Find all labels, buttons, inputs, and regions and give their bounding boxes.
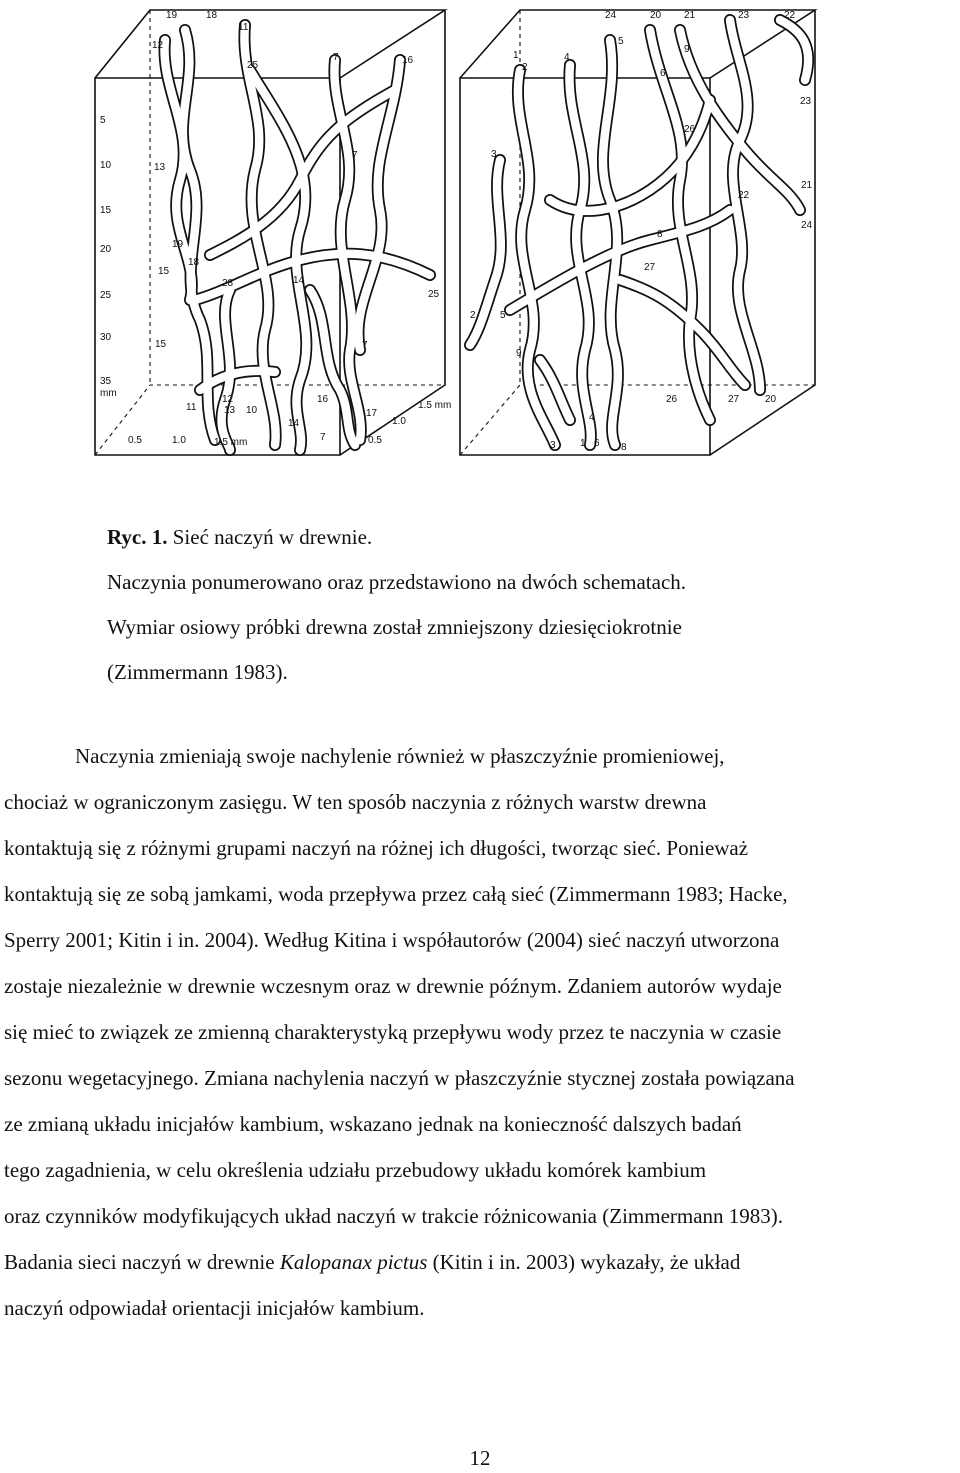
left-side-label: 5: [100, 115, 106, 126]
left-axis-label: 0.5: [128, 435, 142, 446]
left-side-label: 15: [100, 205, 112, 216]
species-name: Kalopanax pictus: [279, 1250, 428, 1274]
right-top-label: 5: [618, 36, 624, 47]
caption-line: Naczynia ponumerowano oraz przedstawiono na dwóch schematach.: [107, 570, 687, 594]
page-number: 12: [469, 1446, 491, 1470]
paragraph-line: ze zmianą układu inicjałów kambium, wskazano jednak na konieczność dalszych badań: [4, 1112, 742, 1136]
right-inner-label: 21: [801, 180, 813, 191]
right-top-label: 4: [564, 52, 570, 63]
paragraph-line: tego zagadnienia, w celu określenia udziału przebudowy układu komórek kambium: [4, 1158, 707, 1182]
paragraph-line: zostaje niezależnie w drewnie wczesnym oraz w drewnie późnym. Zdaniem autorów wydaje: [4, 974, 782, 998]
body-paragraph: [4, 733, 956, 1331]
paragraph-line: chociaż w ograniczonym zasięgu. W ten sposób naczynia z różnych warstw drewna: [4, 790, 707, 814]
right-bottom-label: 8: [621, 442, 627, 453]
figure-caption: [107, 515, 907, 695]
left-bottom-label: 14: [288, 418, 300, 429]
right-inner-label: 8: [657, 229, 663, 240]
paragraph-line: naczyń odpowiadał orientacji inicjałów kambium.: [4, 1296, 425, 1320]
right-inner-label: 22: [738, 190, 750, 201]
left-top-label: 7: [333, 52, 339, 63]
right-inner-label: 5: [500, 310, 506, 321]
right-top-label: 2: [522, 62, 528, 73]
paragraph-line: kontaktują się ze sobą jamkami, woda przepływa przez całą sieć (Zimmermann 1983; Hacke,: [4, 882, 788, 906]
left-vessel-network: [165, 25, 430, 450]
left-inner-label: 15: [158, 266, 170, 277]
caption-title-line: [107, 515, 907, 560]
paragraph-line: Naczynia zmieniają swoje nachylenie również w płaszczyźnie promieniowej,: [75, 744, 725, 768]
right-inner-label: 24: [801, 220, 813, 231]
left-inner-label: 13: [154, 162, 166, 173]
left-top-label: 12: [152, 40, 164, 51]
paragraph-line: oraz czynników modyfikujących układ naczyń w trakcie różnicowania (Zimmermann 1983).: [4, 1204, 784, 1228]
left-side-label: 10: [100, 160, 112, 171]
right-top-label: 6: [660, 68, 666, 79]
right-bottom-label: 1: [580, 438, 586, 449]
right-top-label: 9: [684, 44, 690, 55]
right-inner-label: 2: [470, 310, 476, 321]
left-side-label: 35: [100, 376, 112, 387]
left-top-label: 25: [247, 60, 259, 71]
right-top-label: 22: [784, 10, 796, 21]
left-top-label: 11: [238, 22, 249, 33]
left-top-label: 7: [352, 150, 358, 161]
left-side-label: 30: [100, 332, 112, 343]
right-inner-label: 9: [516, 348, 522, 359]
line-text: Badania sieci naczyń w drewnie: [4, 1250, 280, 1274]
left-inner-label: 19: [172, 239, 184, 250]
right-bottom-label: 20: [765, 394, 777, 405]
vessel-network-figure: [0, 0, 960, 470]
right-top-label: 20: [650, 10, 662, 21]
caption-label: Ryc. 1.: [107, 525, 168, 549]
paragraph-line: [4, 1239, 956, 1285]
left-axis-label: 0.5: [368, 435, 382, 446]
left-inner-label: 15: [155, 339, 167, 350]
right-bottom-label: 27: [728, 394, 740, 405]
right-top-label: 23: [738, 10, 750, 21]
left-inner-label: 18: [188, 257, 200, 268]
right-inner-label: 26: [684, 124, 696, 135]
right-top-label: 23: [800, 96, 812, 107]
line-text: (Kitin i in. 2003) wykazały, że układ: [427, 1250, 741, 1274]
left-bottom-label: 16: [317, 394, 329, 405]
left-bottom-label: 12: [222, 394, 234, 405]
left-inner-label: 25: [428, 289, 440, 300]
paragraph-line: Sperry 2001; Kitin i in. 2004). Według Kitina i współautorów (2004) sieć naczyń utworzona: [4, 928, 780, 952]
left-inner-label: 28: [222, 278, 234, 289]
left-bottom-label: 13: [224, 405, 236, 416]
paragraph-line: kontaktują się z różnymi grupami naczyń na różnej ich długości, tworząc sieć. Ponieważ: [4, 836, 749, 860]
left-bottom-label: 7: [320, 432, 326, 443]
right-bottom-label: 4: [589, 412, 595, 423]
left-top-label: 18: [206, 10, 218, 21]
right-bottom-label: 26: [666, 394, 678, 405]
right-top-label: 24: [605, 10, 617, 21]
caption-line: Wymiar osiowy próbki drewna został zmniejszony dziesięciokrotnie: [107, 615, 682, 639]
left-bottom-label: 17: [366, 408, 378, 419]
right-inner-label: 27: [644, 262, 656, 273]
left-side-label: 25: [100, 290, 112, 301]
caption-title: Sieć naczyń w drewnie.: [172, 525, 373, 549]
left-top-label: 16: [402, 55, 414, 66]
left-axis-label: 1.5 mm: [214, 437, 248, 448]
left-side-label: mm: [100, 388, 117, 399]
right-top-label: 21: [684, 10, 696, 21]
right-top-label: 1: [513, 50, 519, 61]
left-inner-label: 7: [362, 340, 368, 351]
right-inner-label: 3: [491, 149, 497, 160]
left-axis-label: 1.0: [172, 435, 186, 446]
left-top-label: 19: [166, 10, 178, 21]
paragraph-line: sezonu wegetacyjnego. Zmiana nachylenia naczyń w płaszczyźnie stycznej została powiązana: [4, 1066, 795, 1090]
paragraph-line: się mieć to związek ze zmienną charakterystyką przepływu wody przez te naczynia w czasie: [4, 1020, 782, 1044]
right-bottom-label: 3: [550, 440, 556, 451]
left-bottom-label: 10: [246, 405, 258, 416]
right-vessel-network: [470, 20, 808, 445]
left-inner-label: 1.0: [392, 416, 406, 427]
left-inner-label: 14: [293, 275, 305, 286]
left-side-label: 20: [100, 244, 112, 255]
caption-line: (Zimmermann 1983).: [107, 660, 288, 684]
left-bottom-label: 11: [186, 402, 197, 413]
left-inner-label: 1.5 mm: [418, 400, 452, 411]
right-bottom-label: 6: [594, 438, 600, 449]
